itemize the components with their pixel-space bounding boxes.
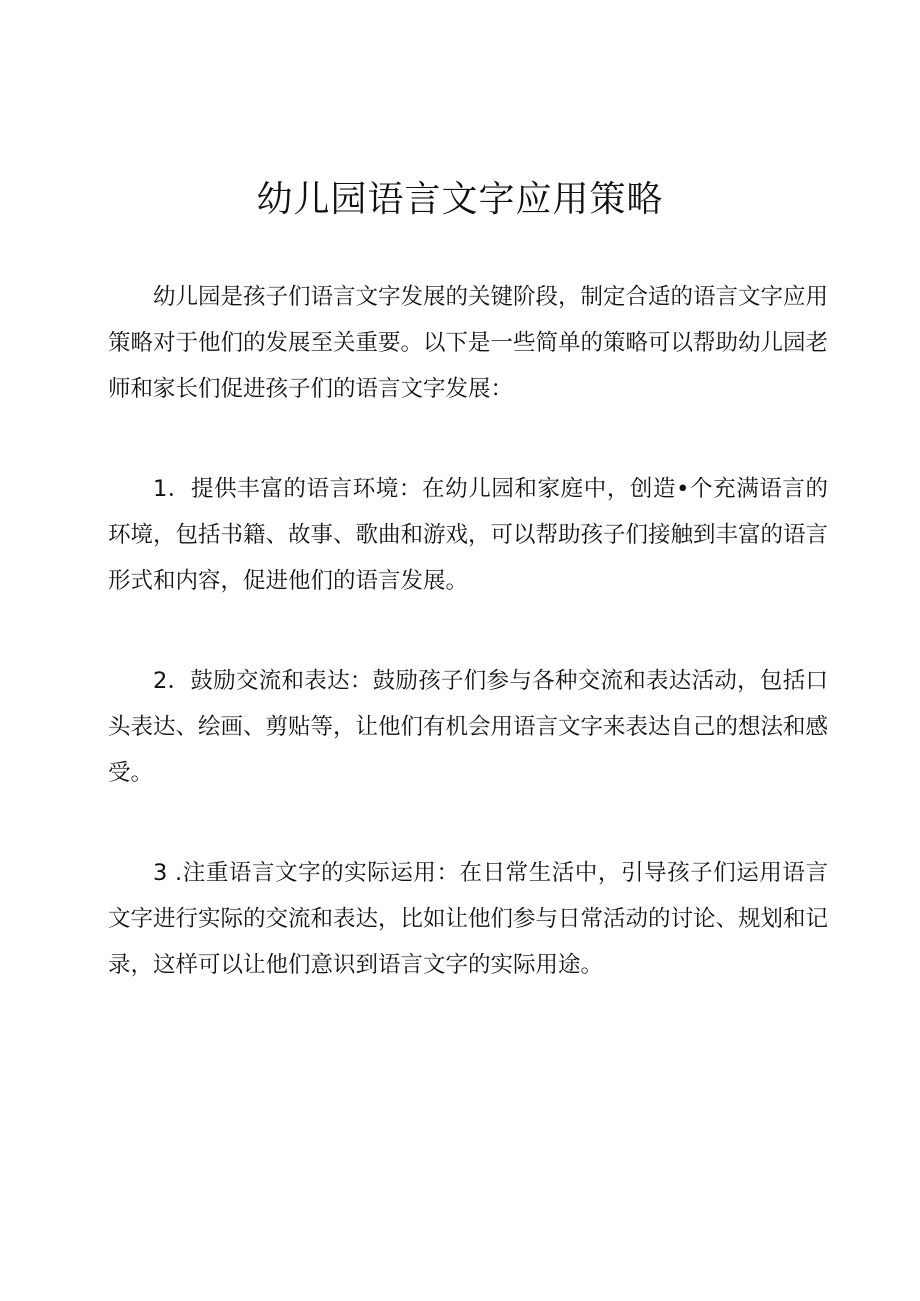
strategy-text: .注重语言文字的实际运用：在日常生活中，引导孩子们运用语言文字进行实际的交流和表达，比如让他们参与日常活动的讨论、规划和记录，这样可以让他们意识到语言文字的实际用途。 [108,860,829,978]
strategy-text: ．鼓励交流和表达：鼓励孩子们参与各种交流和表达活动，包括口头表达、绘画、剪贴等，让他们有机会用语言文字来表达自己的想法和感受。 [108,668,829,786]
strategy-item-1 [108,466,828,604]
strategy-number: 3 [153,860,168,886]
strategy-item-2 [108,658,828,796]
strategy-number: 2 [153,668,168,694]
strategy-item-3 [108,850,828,988]
strategy-number: 1 [153,476,168,502]
document-title: 幼儿园语言文字应用策略 [256,179,664,220]
strategy-text: ．提供丰富的语言环境：在幼儿园和家庭中，创造•个充满语言的环境，包括书籍、故事、歌曲和游戏，可以帮助孩子们接触到丰富的语言形式和内容，促进他们的语言发展。 [108,476,829,594]
intro-paragraph: 幼儿园是孩子们语言文字发展的关键阶段，制定合适的语言文字应用策略对于他们的发展至关重要。以下是一些简单的策略可以帮助幼儿园老师和家长们促进孩子们的语言文字发展： [108,284,829,402]
